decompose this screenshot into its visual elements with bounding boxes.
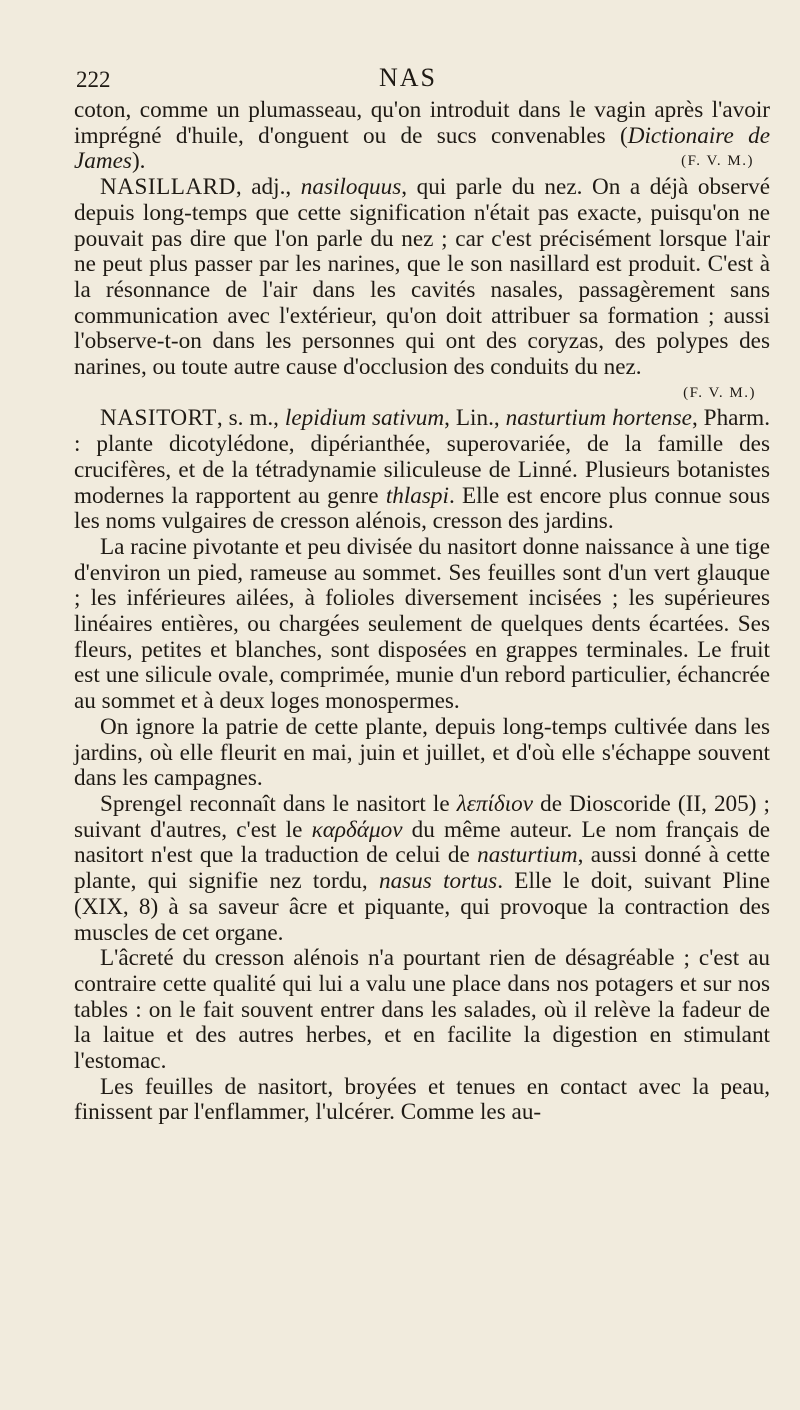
entry-text: . Elle est encore plus connue sous les noms vulgaires de cresson alénois, cresson des jardins. (74, 482, 770, 535)
paragraph-patrie: On ignore la patrie de cette plante, depuis long-temps cultivée dans les jardins, où elle fleurit en mai, juin et juillet, et d'où elle s'échappe souvent dans les campagnes. (74, 713, 770, 792)
entry-headword: NASITORT (100, 405, 217, 432)
entry-grammar: , s. m., (216, 405, 285, 432)
paragraph-text: , aussi donné à cette plante, qui signifie nez tordu, (74, 842, 771, 895)
paragraph-text: coton, comme un plumasseau, qu'on introduit dans le vagin après l'avoir imprégné d'huile, d'onguent ou de sucs convenables ( (74, 97, 770, 149)
page-number: 222 (76, 67, 111, 92)
page-body (74, 98, 770, 1126)
paragraph-text: Sprengel reconnaît dans le nasitort le (100, 790, 457, 817)
greek-term: λεπίδιον (456, 790, 534, 817)
latin-term: nasiloquus (300, 174, 402, 201)
paragraph-text: du même auteur. Le nom français de nasitort n'est que la traduction de celui de (74, 816, 770, 869)
paragraph-acrete: L'âcreté du cresson alénois n'a pourtant rien de désagréable ; c'est au contraire cette qualité qui lui a valu une place dans nos potagers et sur nos tables : on le fait souvent entrer dans les salades, où il relève la fadeur de la laitue et des autres herbes, et en facilite la digestion en stimulant l'estomac. (74, 945, 770, 1075)
author-signature: (F. V. M.) (681, 153, 754, 170)
entry-text: , Lin., (444, 405, 506, 432)
latin-term: nasturtium (477, 842, 578, 869)
paragraph-text: ). (131, 148, 146, 175)
entry-nasitort (74, 406, 770, 535)
entry-text: , qui parle du nez. On a déjà observé depuis long-temps que cette signification n'était pas exacte, puisqu'on ne pouvait pas dire que l'on parle du nez ; car c'est précisément lorsque l'air ne peut plus passer par les narines, que le son nasillard est produit. C'est à la résonnance de l'air dans les cavités nasales, passagèrement sans communication avec l'extérieur, qu'on doit attribuer sa formation ; aussi l'observe-t-on dans les personnes qui ont des coryzas, des polypes des narines, ou toute autre cause d'occlusion des conduits du nez. (74, 174, 771, 381)
entry-grammar: , adj., (235, 174, 301, 201)
latin-term: lepidium sativum (284, 405, 445, 432)
entry-nasillard (74, 175, 770, 381)
entry-text: , Pharm. : plante dicotylédone, dipérianthée, superovariée, de la famille des crucifères, et de la tétradynamie siliculeuse de Linné. Plusieurs botanistes modernes la rapportent au genre (74, 405, 771, 509)
paragraph-text: . Elle le doit, suivant Pline (XIX, 8) à sa saveur âcre et piquante, qui provoque la contraction des muscles de cet organe. (74, 868, 770, 946)
paragraph-racine: La racine pivotante et peu divisée du nasitort donne naissance à une tige d'environ un pied, rameuse au sommet. Ses feuilles sont d'un vert glauque ; les inférieures ailées, à folioles diversement incisées ; les supérieures linéaires entières, ou chargées seulement de quelques dents écartées. Ses fleurs, petites et blanches, sont disposées en grappes terminales. Le fruit est une silicule ovale, comprimée, munie d'un rebord particulier, échancrée au sommet et à deux loges monospermes. (74, 533, 770, 715)
author-signature: (F. V. M.) (683, 384, 756, 401)
source-citation: Dictionaire de James (74, 122, 770, 175)
paragraph-text: de Dioscoride (II, 205) ; suivant d'autres, c'est le (74, 790, 770, 843)
paragraph-continuation (74, 98, 770, 175)
running-head: NAS (379, 63, 438, 92)
greek-term: καρδάμον (311, 816, 403, 843)
latin-term: nasturtium hortense (505, 405, 692, 432)
latin-term: nasus tortus (378, 868, 498, 895)
running-header (74, 58, 770, 98)
latin-term: thlaspi (385, 482, 449, 509)
entry-headword: NASILLARD (100, 174, 236, 201)
paragraph-feuilles: Les feuilles de nasitort, broyées et tenues en contact avec la peau, finissent par l'enflammer, l'ulcérer. Comme les au- (74, 1073, 770, 1126)
paragraph-sprengel (74, 792, 770, 946)
